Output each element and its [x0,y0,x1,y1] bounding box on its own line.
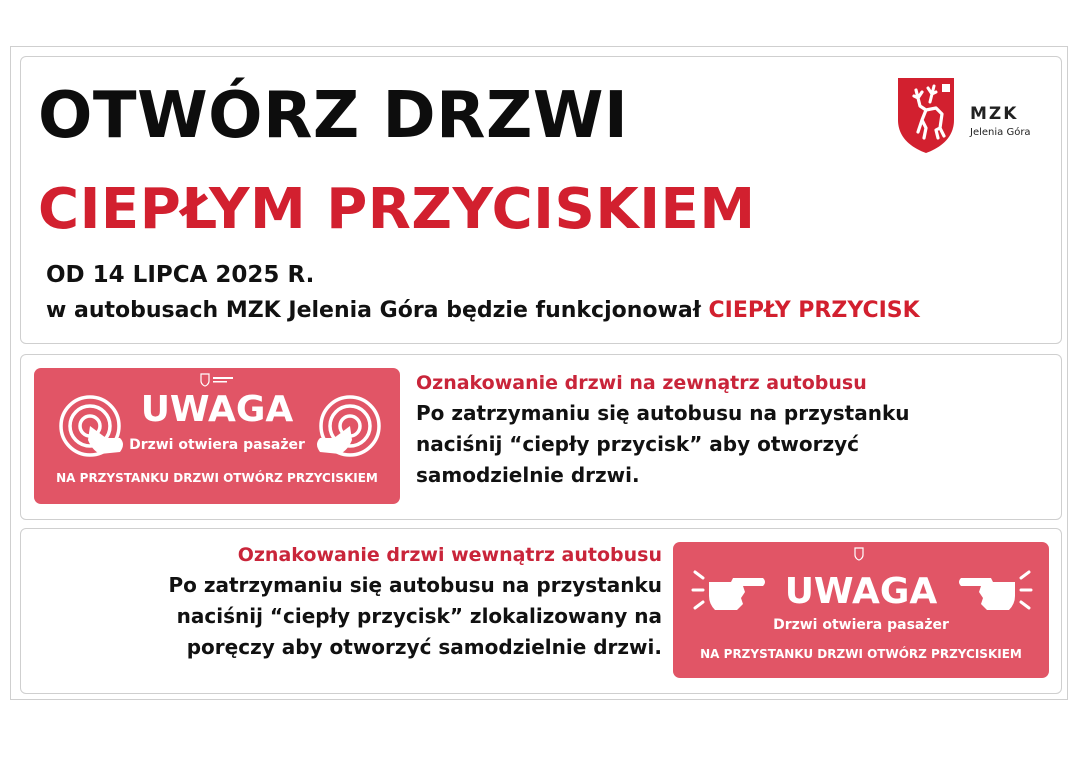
outside-door-sign [34,368,400,504]
sign-door-text: Drzwi otwiera pasażer [773,617,949,633]
inside-line-2: naciśnij “ciepły przycisk” zlokalizowany na [176,604,662,628]
sign-door-text: Drzwi otwiera pasażer [129,437,305,453]
outside-description [416,398,1036,491]
sign-footer: NA PRZYSTANKU DRZWI OTWÓRZ PRZYCISKIEM [700,647,1022,661]
inside-line-3: poręczy aby otworzyć samodzielnie drzwi. [186,635,662,659]
subtitle-text: w autobusach MZK Jelenia Góra będzie funkcjonował [46,298,709,323]
logo-city: Jelenia Góra [970,127,1031,138]
outside-line-3: samodzielnie drzwi. [416,463,640,487]
sign-warning: UWAGA [140,389,294,430]
sign-footer: NA PRZYSTANKU DRZWI OTWÓRZ PRZYCISKIEM [56,471,378,485]
subtitle [46,294,920,328]
outside-line-1: Po zatrzymaniu się autobusu na przystanku [416,401,910,425]
mzk-logo [896,76,1042,156]
title-line-2: CIEPŁYM PRZYCISKIEM [38,177,756,242]
subtitle-highlight: CIEPŁY PRZYCISK [708,298,920,323]
inside-heading: Oznakowanie drzwi wewnątrz autobusu [237,544,662,566]
inside-description [62,570,662,663]
deer-shield-icon [896,76,956,154]
title-line-1: OTWÓRZ DRZWI [38,79,629,153]
start-date: OD 14 LIPCA 2025 R. [46,262,315,288]
mini-logo-icon [197,373,237,387]
outside-line-2: naciśnij “ciepły przycisk” aby otworzyć [416,432,860,456]
logo-name: MZK [970,104,1019,124]
outside-heading: Oznakowanie drzwi na zewnątrz autobusu [416,372,867,394]
mini-logo-icon [841,547,881,561]
inside-line-1: Po zatrzymaniu się autobusu na przystanku [168,573,662,597]
sign-warning: UWAGA [784,571,938,612]
inside-door-sign [673,542,1049,678]
